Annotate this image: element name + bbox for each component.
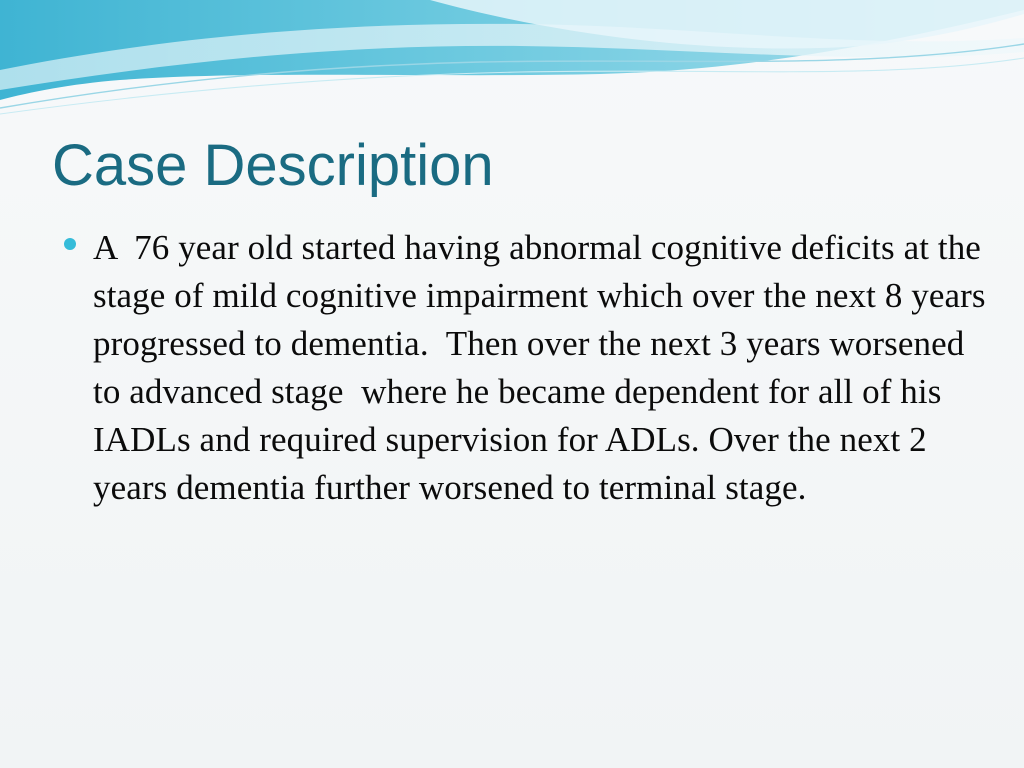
header-wave-decoration — [0, 0, 1024, 130]
bullet-list — [62, 224, 995, 512]
bullet-text: A 76 year old started having abnormal cognitive deficits at the stage of mild cognitive impairment which over the next 8 years progressed to dementia. Then over the next 3 years worsened to advanced stage where he became dependent for all of his IADLs and required supervision for ADLs. Over the next 2 years dementia further worsened to terminal stage. — [93, 228, 995, 507]
slide-title: Case Description — [52, 133, 494, 198]
bullet-item — [62, 224, 995, 512]
bullet-dot-icon — [64, 238, 76, 250]
